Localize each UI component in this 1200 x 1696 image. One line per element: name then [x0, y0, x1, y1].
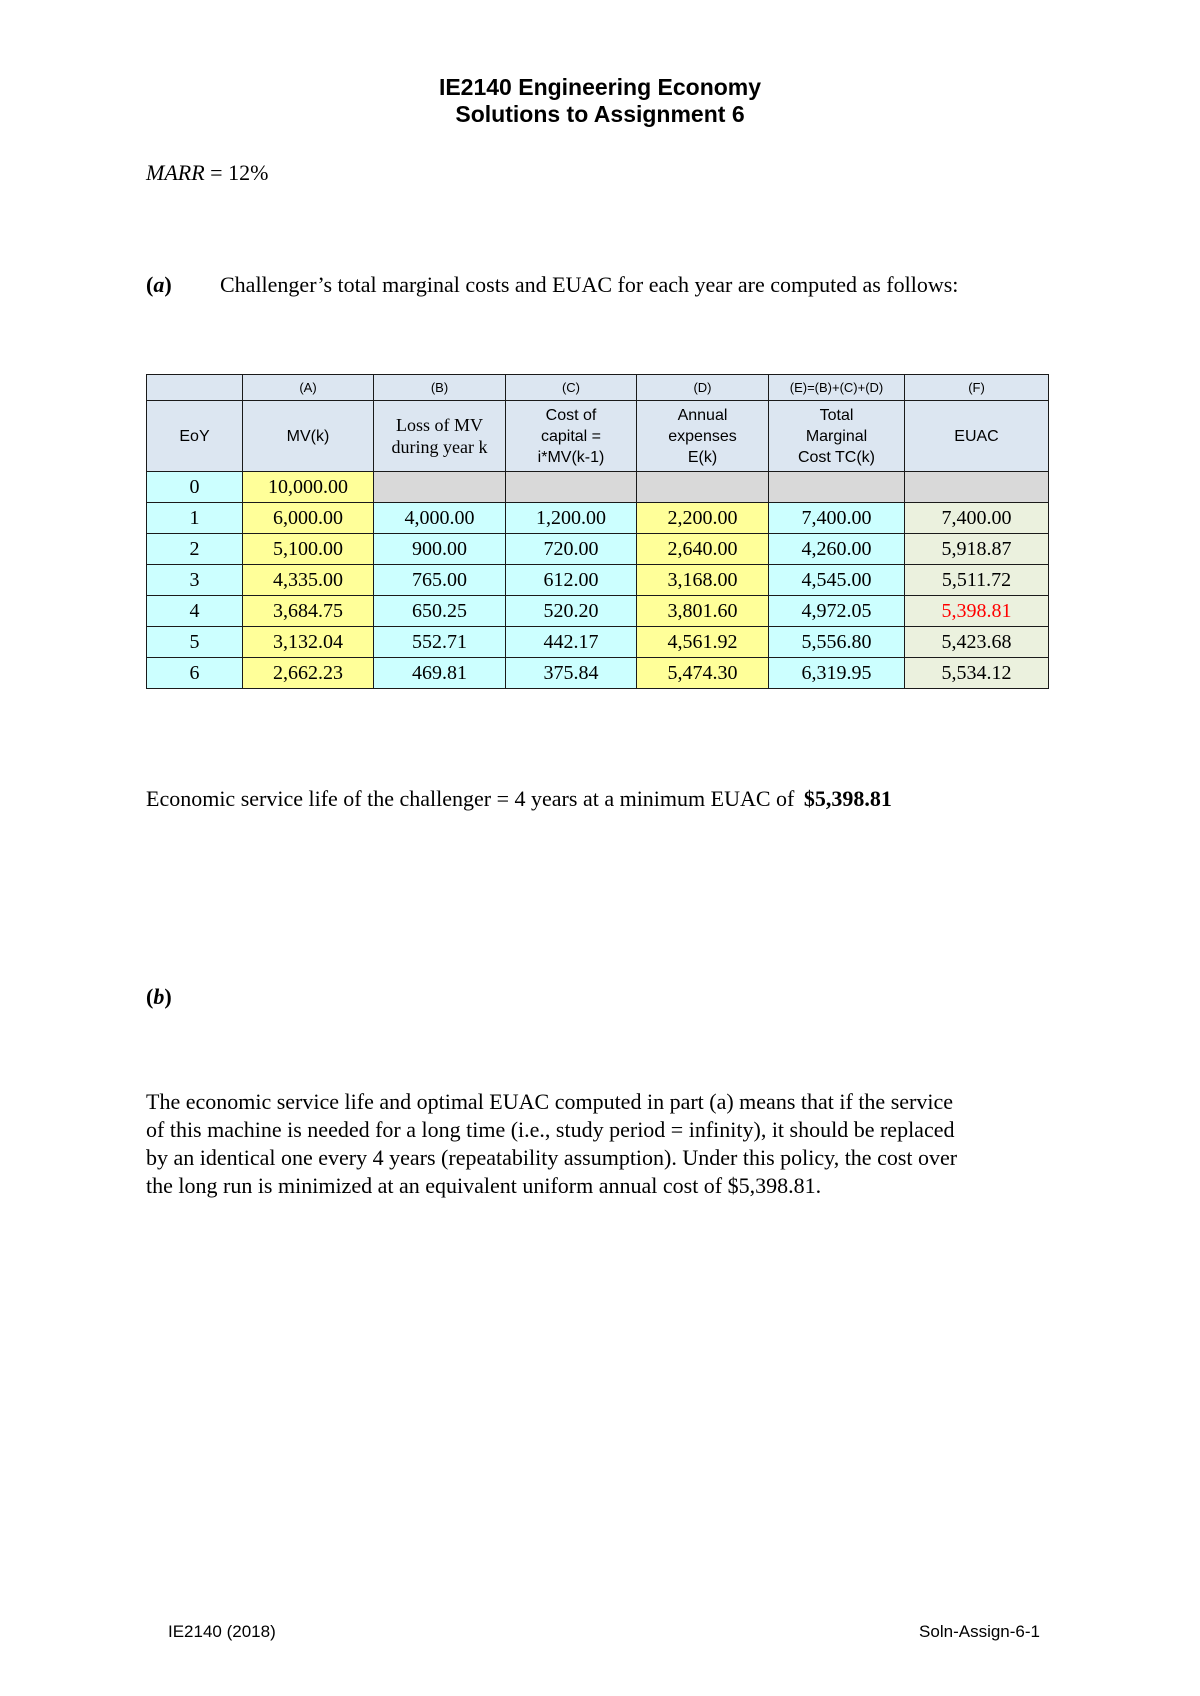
table-cell: 5 — [147, 627, 243, 658]
table-cell: 5,534.12 — [905, 658, 1049, 689]
table-cell: 612.00 — [506, 565, 637, 596]
header-letter-cell: (D) — [637, 375, 769, 401]
page-title — [0, 74, 1200, 128]
table-cell: 4,335.00 — [243, 565, 374, 596]
part-a-heading — [146, 272, 959, 298]
footer-page-id: Soln-Assign-6-1 — [919, 1622, 1040, 1641]
table-cell: 4,260.00 — [769, 534, 905, 565]
part-a-description: Challenger’s total marginal costs and EUAC for each year are computed as follows: — [220, 272, 959, 297]
table-row — [147, 565, 1049, 596]
table-row — [147, 627, 1049, 658]
marr-statement — [146, 160, 268, 186]
paragraph-line: by an identical one every 4 years (repeatability assumption). Under this policy, the cost over — [146, 1145, 958, 1170]
table-cell: 2 — [147, 534, 243, 565]
table-cell: 3,684.75 — [243, 596, 374, 627]
table-cell: 720.00 — [506, 534, 637, 565]
table-cell: 4,545.00 — [769, 565, 905, 596]
header-title-cell — [374, 401, 506, 472]
header-letter-cell: (F) — [905, 375, 1049, 401]
table-cell: 765.00 — [374, 565, 506, 596]
table-cell — [374, 472, 506, 503]
table-cell: 6,000.00 — [243, 503, 374, 534]
header-title-line: during year k — [391, 437, 488, 457]
table-row — [147, 472, 1049, 503]
table-cell: 6 — [147, 658, 243, 689]
header-title-line: Marginal — [805, 427, 868, 445]
header-title-line: i*MV(k-1) — [537, 448, 605, 466]
table-cell — [506, 472, 637, 503]
table-cell: 4,561.92 — [637, 627, 769, 658]
table-row — [147, 596, 1049, 627]
table-cell: 900.00 — [374, 534, 506, 565]
header-title-line: Total — [819, 406, 854, 424]
table-cell — [637, 472, 769, 503]
table-row — [147, 503, 1049, 534]
header-title-cell — [506, 401, 637, 472]
part-a-label: (a) — [146, 272, 172, 297]
marr-equals: = — [204, 160, 229, 185]
table-cell — [905, 472, 1049, 503]
table-cell: 1 — [147, 503, 243, 534]
header-title-line: Cost TC(k) — [797, 448, 876, 466]
table-cell — [769, 472, 905, 503]
header-title-cell — [147, 401, 243, 472]
table-cell: 3,168.00 — [637, 565, 769, 596]
marr-label: MARR — [146, 160, 205, 185]
table-cell: 3,801.60 — [637, 596, 769, 627]
table-cell: 3,132.04 — [243, 627, 374, 658]
table-cell: 5,556.80 — [769, 627, 905, 658]
table-cell: 469.81 — [374, 658, 506, 689]
header-title-cell — [769, 401, 905, 472]
economic-life-text: Economic service life of the challenger = 4 years at a minimum EUAC of — [146, 786, 795, 811]
header-title-line: Annual — [677, 406, 728, 424]
marr-value: 12% — [228, 160, 269, 185]
header-title-line: Loss of MV — [395, 415, 483, 435]
table-cell: 650.25 — [374, 596, 506, 627]
table-cell: 442.17 — [506, 627, 637, 658]
paragraph-line: the long run is minimized at an equivalent uniform annual cost of $5,398.81. — [146, 1173, 822, 1198]
part-b-label: (b) — [146, 984, 172, 1009]
table-cell: 4,000.00 — [374, 503, 506, 534]
table-cell: 1,200.00 — [506, 503, 637, 534]
page-title-line-2: Solutions to Assignment 6 — [455, 101, 745, 127]
header-title-cell — [905, 401, 1049, 472]
header-title-line: EUAC — [954, 427, 999, 445]
header-letter-cell: (A) — [243, 375, 374, 401]
header-title-line: MV(k) — [286, 427, 330, 445]
table-cell: 5,100.00 — [243, 534, 374, 565]
header-blank-cell — [147, 375, 243, 401]
table-cell: 7,400.00 — [769, 503, 905, 534]
header-title-line: EoY — [179, 427, 210, 445]
economic-life-value: $5,398.81 — [803, 786, 892, 811]
table-cell: 5,474.30 — [637, 658, 769, 689]
table-cell: 520.20 — [506, 596, 637, 627]
table-cell: 7,400.00 — [905, 503, 1049, 534]
header-letter-cell: (E)=(B)+(C)+(D) — [769, 375, 905, 401]
table-cell: 2,662.23 — [243, 658, 374, 689]
header-title-line: capital = — [540, 427, 602, 445]
table-cell: 4 — [147, 596, 243, 627]
table-cell: 375.84 — [506, 658, 637, 689]
header-letter-cell: (C) — [506, 375, 637, 401]
table-cell: 6,319.95 — [769, 658, 905, 689]
table-header-letters — [147, 375, 1049, 401]
economic-life-statement — [146, 786, 892, 812]
table-cell: 5,511.72 — [905, 565, 1049, 596]
table-row — [147, 658, 1049, 689]
table-cell: 2,640.00 — [637, 534, 769, 565]
part-b-paragraph — [146, 1088, 1066, 1200]
table-row — [147, 534, 1049, 565]
table-cell: 2,200.00 — [637, 503, 769, 534]
paragraph-line: The economic service life and optimal EUAC computed in part (a) means that if the service — [146, 1089, 953, 1114]
table-cell: 0 — [147, 472, 243, 503]
header-letter-cell: (B) — [374, 375, 506, 401]
table-cell: 5,918.87 — [905, 534, 1049, 565]
header-title-cell — [637, 401, 769, 472]
marginal-cost-table — [146, 374, 1049, 689]
footer-course: IE2140 (2018) — [168, 1622, 276, 1641]
table-cell: 5,423.68 — [905, 627, 1049, 658]
header-title-cell — [243, 401, 374, 472]
header-title-line: Cost of — [545, 406, 597, 424]
part-b-heading — [146, 984, 172, 1010]
table-header-titles — [147, 401, 1049, 472]
table-cell: 4,972.05 — [769, 596, 905, 627]
header-title-line: E(k) — [687, 448, 718, 466]
table-cell: 3 — [147, 565, 243, 596]
table-cell: 5,398.81 — [905, 596, 1049, 627]
paragraph-line: of this machine is needed for a long time (i.e., study period = infinity), it should be replaced — [146, 1117, 955, 1142]
page-title-line-1: IE2140 Engineering Economy — [438, 74, 762, 100]
table-cell: 552.71 — [374, 627, 506, 658]
header-title-line: expenses — [668, 427, 737, 445]
table-cell: 10,000.00 — [243, 472, 374, 503]
